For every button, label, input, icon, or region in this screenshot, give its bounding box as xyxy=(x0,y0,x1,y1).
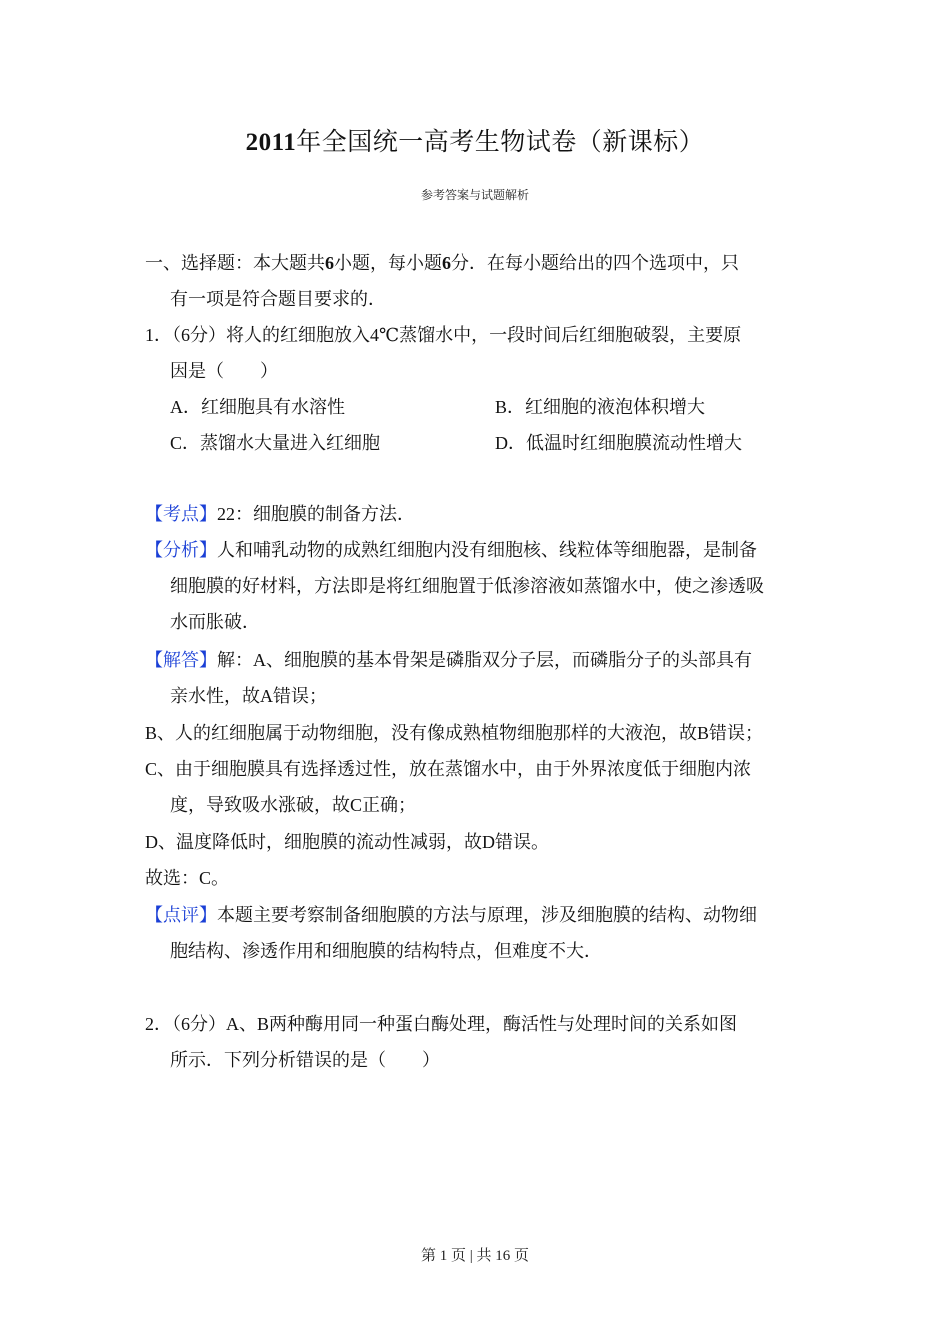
kaodian-text: 22：细胞膜的制备方法． xyxy=(217,504,415,524)
points-per-question: 6 xyxy=(442,253,451,273)
jieda-line4: C、由于细胞膜具有选择透过性，放在蒸馏水中，由于外界浓度低于细胞内浓 xyxy=(145,759,752,779)
jieda-line6: D、温度降低时，细胞膜的流动性减弱，故D错误。 xyxy=(145,832,549,852)
dianping-label: 【点评】 xyxy=(145,905,217,925)
kaodian-line xyxy=(145,503,810,525)
kaodian-label: 【考点】 xyxy=(145,504,217,524)
fenxi-line1 xyxy=(145,539,810,561)
question-2-stem-line1: 2．（6分）A、B两种酶用同一种蛋白酶处理，酶活性与处理时间的关系如图 xyxy=(145,1014,738,1034)
section-heading-line2: 有一项是符合题目要求的． xyxy=(170,289,386,309)
title-year: 2011 xyxy=(245,129,297,156)
question-count: 6 xyxy=(325,253,334,273)
jieda-line5: 度，导致吸水涨破，故C正确； xyxy=(170,795,417,815)
question-2-stem-line2: 所示．下列分析错误的是（ ） xyxy=(170,1050,440,1070)
question-1-option-a: A．红细胞具有水溶性 xyxy=(170,397,345,417)
section-text-c: 分．在每小题给出的四个选项中，只 xyxy=(451,253,739,273)
page-subtitle: 参考答案与试题解析 xyxy=(420,188,529,202)
fenxi-line2: 细胞膜的好材料，方法即是将红细胞置于低渗溶液如蒸馏水中，使之渗透吸 xyxy=(170,576,764,596)
jieda-line3: B、人的红细胞属于动物细胞，没有像成熟植物细胞那样的大液泡，故B错误； xyxy=(145,723,764,743)
jieda-line2: 亲水性，故A错误； xyxy=(170,686,327,706)
dianping-line1 xyxy=(145,904,810,926)
question-1-option-d: D．低温时红细胞膜流动性增大 xyxy=(495,433,742,453)
fenxi-label: 【分析】 xyxy=(145,540,217,560)
question-1-option-c: C．蒸馏水大量进入红细胞 xyxy=(170,433,381,453)
page-title xyxy=(0,122,950,158)
section-text-a: 一、选择题：本大题共 xyxy=(145,253,325,273)
title-text: 年全国统一高考生物试卷（新课标） xyxy=(296,129,705,156)
section-heading-line1 xyxy=(145,252,810,274)
question-1-stem-line1: 1．（6分）将人的红细胞放入4℃蒸馏水中，一段时间后红细胞破裂，主要原 xyxy=(145,325,742,345)
dianping-text: 本题主要考察制备细胞膜的方法与原理，涉及细胞膜的结构、动物细 xyxy=(217,905,757,925)
page-footer: 第 1 页 | 共 16 页 xyxy=(420,1248,529,1264)
jieda-label: 【解答】 xyxy=(145,650,217,670)
jieda-answer: 故选：C。 xyxy=(145,868,230,888)
fenxi-line3: 水而胀破． xyxy=(170,612,260,632)
question-1-option-b: B．红细胞的液泡体积增大 xyxy=(495,397,706,417)
fenxi-text: 人和哺乳动物的成熟红细胞内没有细胞核、线粒体等细胞器，是制备 xyxy=(217,540,757,560)
dianping-line2: 胞结构、渗透作用和细胞膜的结构特点，但难度不大． xyxy=(170,941,602,961)
jieda-line1 xyxy=(145,649,810,671)
section-text-b: 小题，每小题 xyxy=(334,253,442,273)
jieda-text: 解：A、细胞膜的基本骨架是磷脂双分子层，而磷脂分子的头部具有 xyxy=(217,650,752,670)
question-1-stem-line2: 因是（ ） xyxy=(170,361,278,381)
